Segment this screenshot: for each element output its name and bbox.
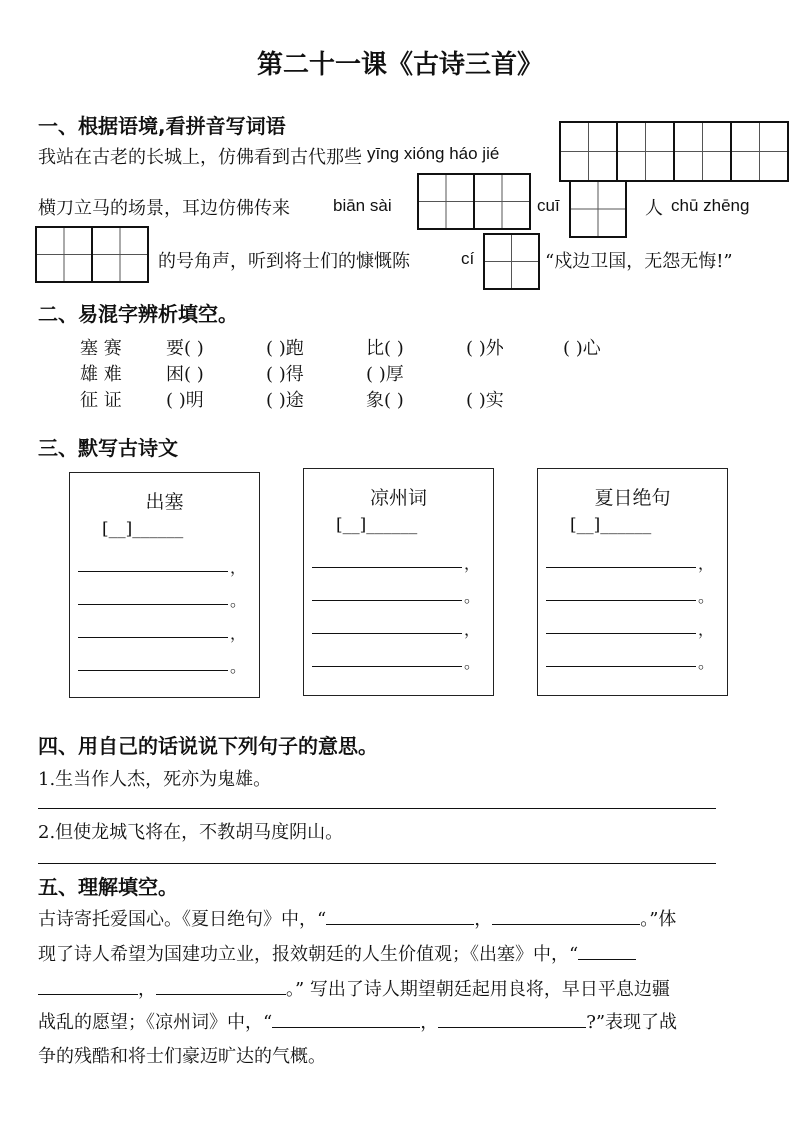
s2-pair-zheng: 征 证	[80, 390, 122, 411]
s2-blank[interactable]: ( )跑	[266, 338, 304, 359]
s5-blank[interactable]	[156, 978, 286, 995]
s5-line5: 争的残酷和将士们豪迈旷达的气概。	[38, 1046, 326, 1067]
answer-grid-chuzheng[interactable]	[35, 226, 149, 283]
s2-blank[interactable]: ( )心	[563, 338, 601, 359]
answer-cell[interactable]	[571, 182, 625, 236]
poem-answer-line[interactable]	[78, 604, 228, 605]
s5-line4	[38, 1008, 677, 1034]
answer-grid-yingxionghaojie[interactable]	[559, 121, 789, 182]
poem-author-blank[interactable]: [__]______	[570, 515, 652, 535]
section3-heading: 三、默写古诗文	[38, 436, 178, 460]
poem-punct: ，	[230, 558, 247, 577]
s4-answer-line-2[interactable]	[38, 863, 716, 864]
poem-answer-line[interactable]	[312, 600, 462, 601]
s1-pinyin-chuzheng: chū zhēng	[671, 196, 750, 215]
s5-line1	[38, 905, 676, 931]
s5-text: ?”表现了战	[586, 1012, 678, 1033]
poem-answer-line[interactable]	[78, 571, 228, 572]
poem-answer-line[interactable]	[312, 567, 462, 568]
s4-question-2: 2.但使龙城飞将在，不教胡马度阴山。	[38, 822, 344, 843]
s5-text: ，	[474, 909, 493, 930]
answer-cell[interactable]	[732, 123, 787, 180]
s2-blank[interactable]: ( )厚	[366, 364, 404, 385]
s1-line2-text: 横刀立马的场景，耳边仿佛传来	[38, 198, 290, 219]
s2-blank[interactable]: ( )明	[166, 390, 204, 411]
answer-cell[interactable]	[37, 228, 93, 281]
answer-grid-ci[interactable]	[483, 233, 540, 290]
s1-line1-text: 我站在古老的长城上，仿佛看到古代那些	[38, 147, 362, 168]
s1-line3-text: 的号角声，听到将士们的慷慨陈	[158, 251, 410, 272]
s2-blank[interactable]: ( )途	[266, 390, 304, 411]
poem-punct: ，	[464, 554, 481, 573]
poem-author-blank[interactable]: [__]______	[336, 515, 418, 535]
poem-answer-line[interactable]	[312, 666, 462, 667]
poem-punct: ，	[464, 620, 481, 639]
answer-cell[interactable]	[485, 235, 538, 288]
poem-punct: 。	[464, 653, 481, 672]
poem-title: 凉州词	[369, 487, 427, 509]
answer-cell[interactable]	[93, 228, 147, 281]
poem-punct: ，	[230, 624, 247, 643]
s1-ren: 人	[645, 198, 663, 219]
poem-author-blank[interactable]: [__]______	[102, 519, 184, 539]
answer-cell[interactable]	[618, 123, 675, 180]
s1-pinyin-biansai: biān sài	[333, 196, 392, 215]
s2-blank[interactable]: 困( )	[166, 364, 204, 385]
s5-text: 。” 写出了诗人期望朝廷起用良将，早日平息边疆	[286, 979, 670, 1000]
s1-pinyin-yingxiong: yīng xióng háo jié	[367, 144, 500, 163]
poem-title: 夏日绝句	[594, 487, 671, 509]
s2-blank[interactable]: 象( )	[366, 390, 404, 411]
poem-answer-line[interactable]	[546, 666, 696, 667]
poem-title: 出塞	[145, 491, 184, 513]
section5-heading: 五、理解填空。	[38, 875, 178, 899]
s1-line3-quote: “戍边卫国，无怨无悔!”	[545, 251, 733, 272]
s4-question-1: 1.生当作人杰，死亦为鬼雄。	[38, 769, 272, 790]
s5-blank[interactable]	[578, 943, 636, 960]
poem-punct: 。	[464, 587, 481, 606]
s5-blank[interactable]	[38, 978, 138, 995]
s5-text: ，	[138, 979, 156, 1000]
poem-punct: 。	[230, 591, 247, 610]
s2-pair-sai: 塞 赛	[80, 338, 122, 359]
poem-punct: ，	[698, 620, 715, 639]
s5-blank[interactable]	[438, 1011, 586, 1028]
s2-blank[interactable]: ( )外	[466, 338, 504, 359]
section4-heading: 四、用自己的话说说下列句子的意思。	[38, 734, 378, 758]
s5-blank[interactable]	[272, 1011, 420, 1028]
poem-answer-line[interactable]	[546, 567, 696, 568]
poem-answer-line[interactable]	[546, 633, 696, 634]
s5-line3	[38, 975, 670, 1001]
s2-blank[interactable]: 要( )	[166, 338, 204, 359]
poem-answer-line[interactable]	[312, 633, 462, 634]
s2-blank[interactable]: 比( )	[366, 338, 404, 359]
s5-text: 战乱的愿望；《凉州词》中，“	[38, 1012, 273, 1033]
poem-punct: 。	[698, 587, 715, 606]
s5-blank[interactable]	[492, 908, 640, 925]
s2-pair-xiong: 雄 难	[80, 364, 122, 385]
poem-answer-line[interactable]	[78, 637, 228, 638]
s5-blank[interactable]	[326, 908, 474, 925]
s1-pinyin-ci: cí	[461, 249, 475, 268]
poem-box-chusai	[69, 472, 260, 698]
s5-line2	[38, 940, 636, 966]
answer-cell[interactable]	[561, 123, 618, 180]
s5-text: 现了诗人希望为国建功立业，报效朝廷的人生价值观；《出塞》中，“	[38, 944, 579, 965]
s1-pinyin-cui: cuī	[537, 196, 560, 215]
answer-grid-biansai[interactable]	[417, 173, 531, 230]
poem-punct: ，	[698, 554, 715, 573]
s5-text: ，	[420, 1012, 439, 1033]
poem-box-liangzhouci	[303, 468, 494, 696]
page-title: 第二十一课《古诗三首》	[256, 50, 543, 80]
section1-heading: 一、根据语境,看拼音写词语	[38, 114, 286, 138]
s4-answer-line-1[interactable]	[38, 808, 716, 809]
section2-heading: 二、易混字辨析填空。	[38, 302, 238, 326]
poem-answer-line[interactable]	[546, 600, 696, 601]
answer-cell[interactable]	[475, 175, 529, 228]
poem-punct: 。	[698, 653, 715, 672]
s5-text: 古诗寄托爱国心。《夏日绝句》中，“	[38, 909, 327, 930]
poem-punct: 。	[230, 657, 247, 676]
poem-box-xiarijueju	[537, 468, 728, 696]
s2-blank[interactable]: ( )实	[466, 390, 504, 411]
answer-cell[interactable]	[419, 175, 475, 228]
answer-grid-cui[interactable]	[569, 180, 627, 238]
s5-text: 。”体	[640, 909, 677, 930]
poem-answer-line[interactable]	[78, 670, 228, 671]
s2-blank[interactable]: ( )得	[266, 364, 304, 385]
answer-cell[interactable]	[675, 123, 732, 180]
